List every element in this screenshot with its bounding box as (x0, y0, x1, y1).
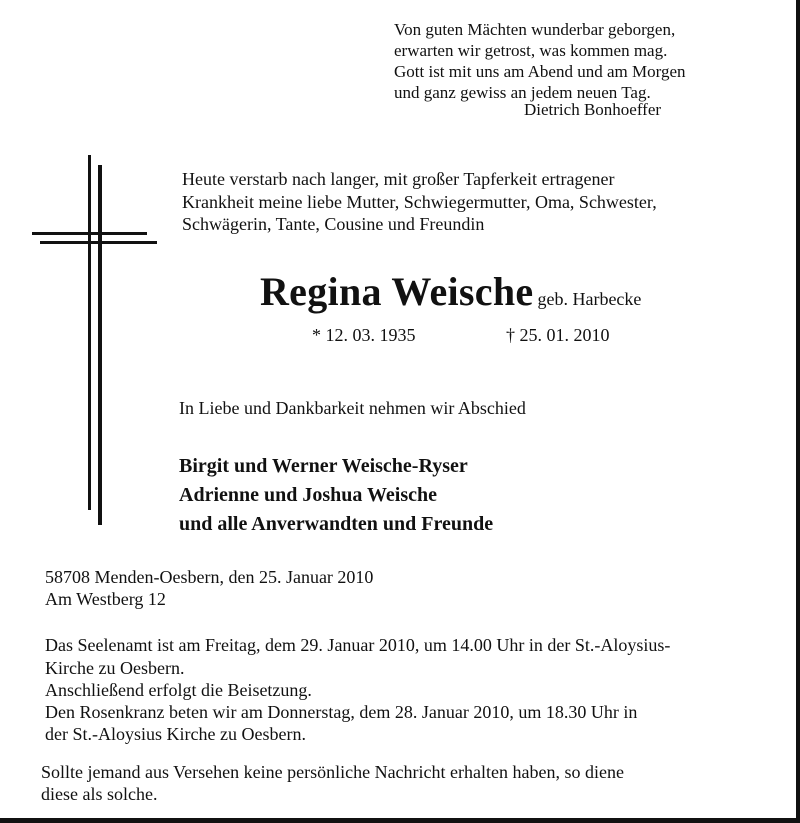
notice-line: Sollte jemand aus Versehen keine persönliche Nachricht erhalten haben, so diene (41, 762, 624, 782)
intro-line: Krankheit meine liebe Mutter, Schwiegermutter, Oma, Schwester, (182, 192, 657, 212)
quote-line: und ganz gewiss an jedem neuen Tag. (394, 83, 651, 102)
quote-line: erwarten wir getrost, was kommen mag. (394, 41, 668, 60)
deceased-name: Regina Weische (260, 269, 534, 314)
service-line: der St.-Aloysius Kirche zu Oesbern. (45, 724, 306, 744)
quote-author: Dietrich Bonhoeffer (524, 100, 662, 119)
mourner-line: Birgit und Werner Weische-Ryser (179, 455, 468, 477)
deceased-heading (260, 269, 642, 314)
cross-horizontal-bar (32, 232, 147, 235)
deceased-birth-name: geb. Harbecke (537, 289, 642, 309)
notice-line: diese als solche. (41, 784, 158, 804)
mourner-line: Adrienne und Joshua Weische (179, 484, 438, 506)
death-date: † 25. 01. 2010 (506, 325, 610, 345)
birth-date: * 12. 03. 1935 (312, 325, 416, 345)
address-line: 58708 Menden-Oesbern, den 25. Januar 2010 (45, 567, 374, 587)
cross-vertical-bar (88, 155, 91, 510)
intro-line: Schwägerin, Tante, Cousine und Freundin (182, 214, 485, 234)
mourner-line: und alle Anverwandten und Freunde (179, 513, 494, 535)
address-line: Am Westberg 12 (45, 589, 166, 609)
service-line: Das Seelenamt ist am Freitag, dem 29. Januar 2010, um 14.00 Uhr in der St.-Aloysius- (45, 635, 671, 655)
quote-line: Gott ist mit uns am Abend und am Morgen (394, 62, 686, 81)
quote-line: Von guten Mächten wunderbar geborgen, (394, 20, 676, 39)
service-line: Kirche zu Oesbern. (45, 658, 185, 678)
service-line: Den Rosenkranz beten wir am Donnerstag, dem 28. Januar 2010, um 18.30 Uhr in (45, 702, 638, 722)
cross-horizontal-bar (40, 241, 157, 244)
cross-vertical-bar (98, 165, 102, 525)
service-line: Anschließend erfolgt die Beisetzung. (45, 680, 312, 700)
farewell-text: In Liebe und Dankbarkeit nehmen wir Abschied (179, 398, 526, 418)
intro-line: Heute verstarb nach langer, mit großer Tapferkeit ertragener (182, 169, 615, 189)
